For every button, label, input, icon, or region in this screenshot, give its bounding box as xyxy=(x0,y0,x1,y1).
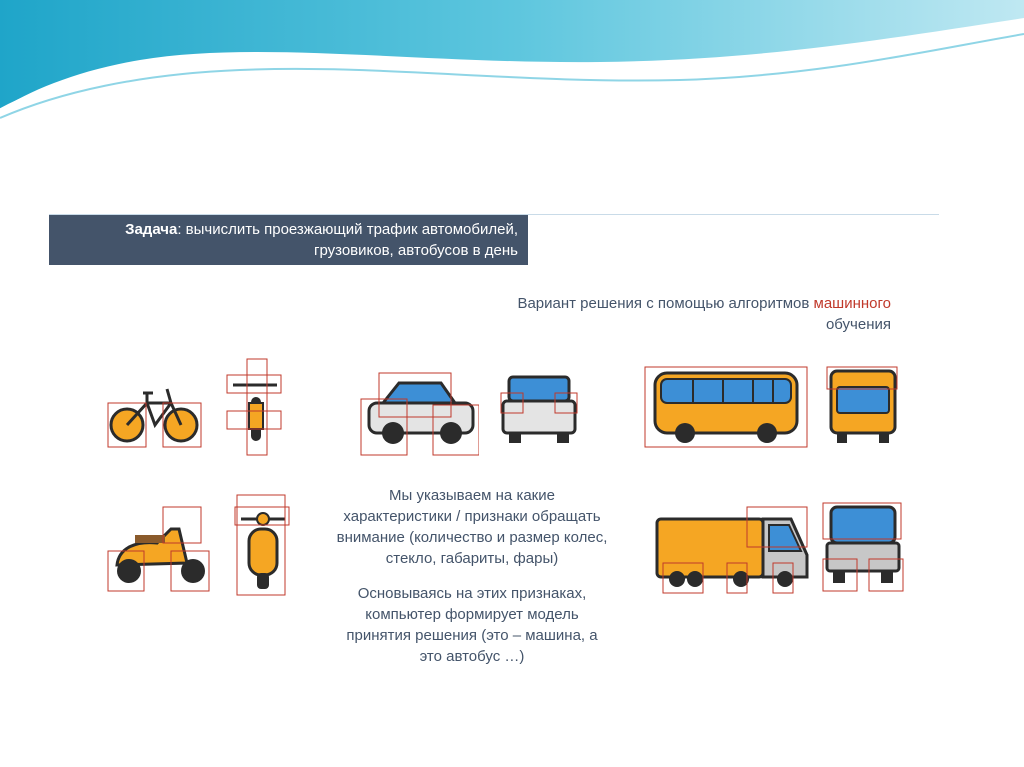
task-text-line2: грузовиков, автобусов в день xyxy=(313,242,518,259)
desc2-line: Основываясь на этих признаках, xyxy=(357,585,587,602)
description-paragraph-1 xyxy=(317,485,627,569)
truck-front-icon xyxy=(821,501,905,593)
task-banner xyxy=(49,215,528,265)
solution-prefix: Вариант решения с помощью алгоритмов xyxy=(517,295,814,312)
slide-content xyxy=(49,214,939,683)
bicycle-front-icon xyxy=(225,357,285,457)
desc1-line: Мы указываем на какие xyxy=(389,487,555,504)
desc2-line: принятия решения (это – машина, а xyxy=(346,627,598,644)
task-text-line1: : вычислить проезжающий трафик автомобилей, xyxy=(177,221,518,238)
scooter-side-icon xyxy=(107,505,211,593)
car-side-icon xyxy=(359,371,479,457)
desc1-line: стекло, габариты, фары) xyxy=(385,550,559,567)
bicycle-side-icon xyxy=(107,381,203,449)
desc1-line: характеристики / признаки обращать xyxy=(343,508,601,525)
solution-heading xyxy=(451,293,891,335)
bus-front-icon xyxy=(825,365,901,445)
desc1-line: внимание (количество и размер колес, xyxy=(336,529,608,546)
desc2-line: это автобус …) xyxy=(419,648,525,665)
scooter-front-icon xyxy=(233,493,293,597)
car-front-icon xyxy=(499,373,579,445)
task-label: Задача xyxy=(125,221,178,238)
solution-accent-word: машинного xyxy=(813,295,891,312)
header-wave-decoration xyxy=(0,0,1024,130)
desc2-line: компьютер формирует модель xyxy=(365,606,579,623)
description-paragraph-2 xyxy=(317,583,627,667)
solution-line2: обучения xyxy=(825,316,891,333)
bus-side-icon xyxy=(643,365,809,449)
truck-side-icon xyxy=(649,505,819,595)
